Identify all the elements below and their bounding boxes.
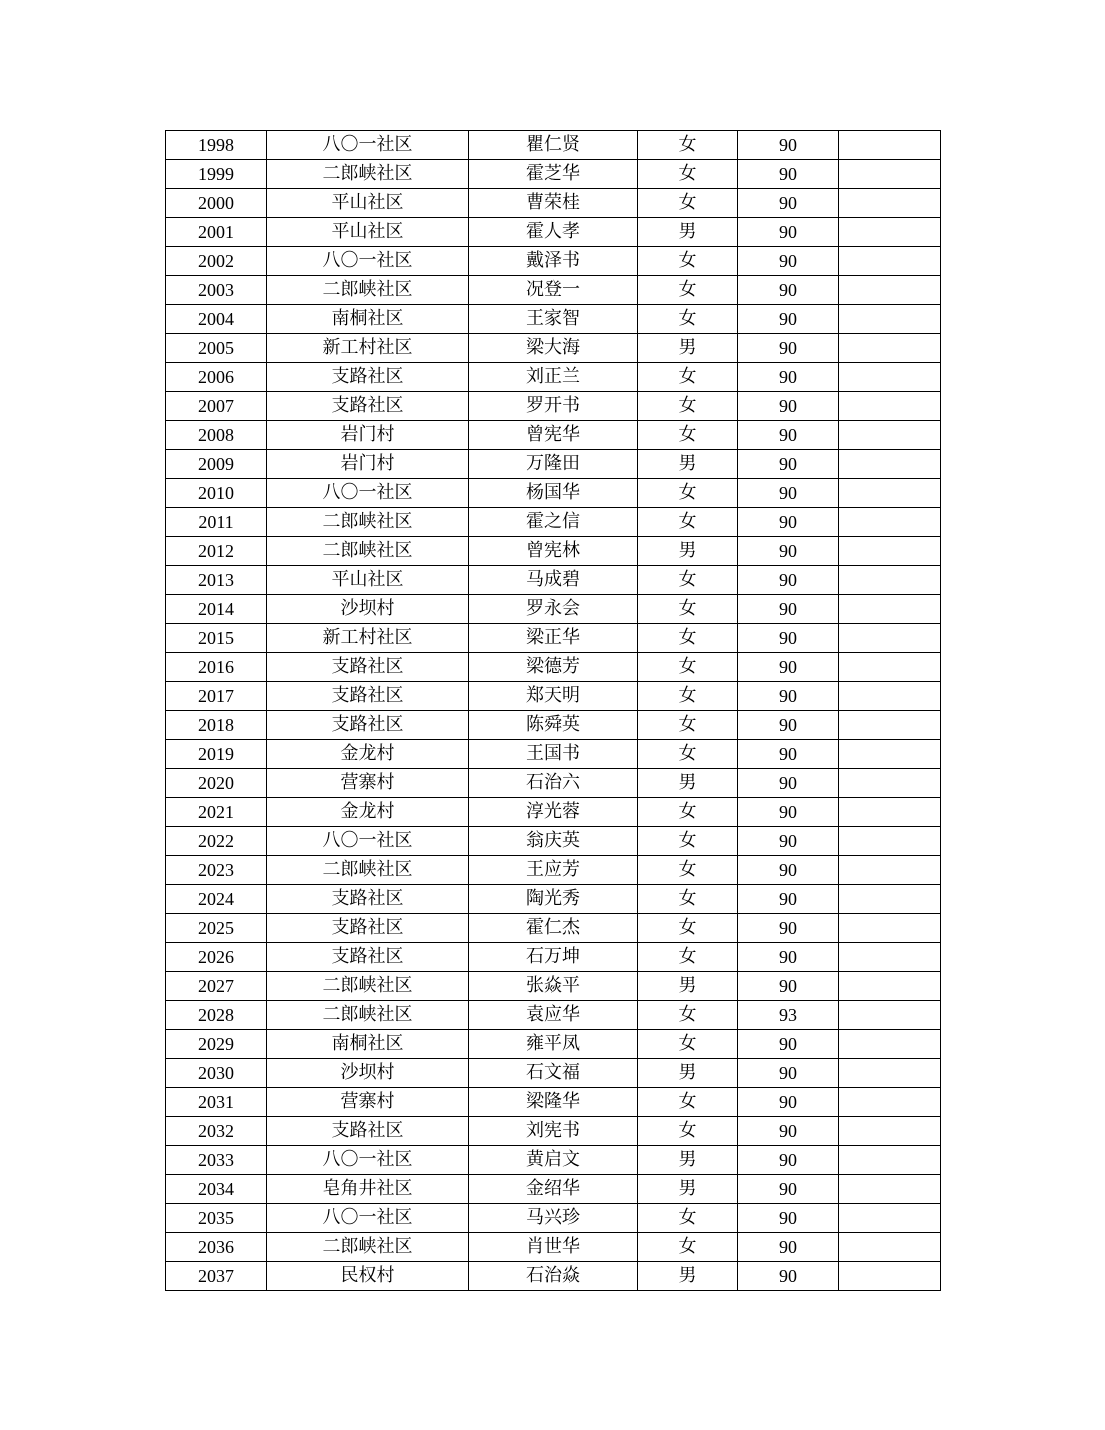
age-cell: 90 [738,1059,839,1088]
age-cell: 90 [738,914,839,943]
age-cell: 90 [738,1088,839,1117]
serial-number-cell: 2014 [166,595,267,624]
community-cell: 八〇一社区 [267,131,469,160]
table-row [166,1030,941,1059]
name-cell: 张焱平 [469,972,638,1001]
serial-number-cell: 2009 [166,450,267,479]
gender-cell: 女 [638,1204,738,1233]
age-cell: 90 [738,1204,839,1233]
table-row [166,479,941,508]
community-cell: 沙坝村 [267,595,469,624]
serial-number-cell: 2035 [166,1204,267,1233]
age-cell: 90 [738,972,839,1001]
remark-cell [839,740,941,769]
community-cell: 二郎峡社区 [267,1001,469,1030]
gender-cell: 女 [638,1030,738,1059]
table-row [166,1117,941,1146]
serial-number-cell: 2026 [166,943,267,972]
gender-cell: 女 [638,363,738,392]
table-row [166,189,941,218]
gender-cell: 女 [638,1117,738,1146]
serial-number-cell: 2030 [166,1059,267,1088]
age-cell: 90 [738,566,839,595]
gender-cell: 女 [638,421,738,450]
remark-cell [839,421,941,450]
age-cell: 90 [738,1146,839,1175]
remark-cell [839,1059,941,1088]
table-row [166,624,941,653]
table-row [166,218,941,247]
remark-cell [839,827,941,856]
table-row [166,1088,941,1117]
gender-cell: 女 [638,798,738,827]
table-row [166,682,941,711]
gender-cell: 女 [638,885,738,914]
remark-cell [839,1030,941,1059]
serial-number-cell: 2006 [166,363,267,392]
serial-number-cell: 2013 [166,566,267,595]
remark-cell [839,856,941,885]
name-cell: 梁隆华 [469,1088,638,1117]
gender-cell: 女 [638,1088,738,1117]
age-cell: 90 [738,653,839,682]
table-row [166,508,941,537]
serial-number-cell: 2021 [166,798,267,827]
remark-cell [839,1001,941,1030]
age-cell: 90 [738,1175,839,1204]
community-cell: 营寨村 [267,769,469,798]
community-cell: 支路社区 [267,682,469,711]
gender-cell: 男 [638,769,738,798]
name-cell: 马兴珍 [469,1204,638,1233]
name-cell: 梁德芳 [469,653,638,682]
community-cell: 岩门村 [267,421,469,450]
table-row [166,769,941,798]
community-cell: 南桐社区 [267,1030,469,1059]
community-cell: 支路社区 [267,1117,469,1146]
serial-number-cell: 1998 [166,131,267,160]
name-cell: 石文福 [469,1059,638,1088]
age-cell: 90 [738,363,839,392]
table-row [166,305,941,334]
serial-number-cell: 2003 [166,276,267,305]
table-row [166,885,941,914]
remark-cell [839,508,941,537]
name-cell: 霍芝华 [469,160,638,189]
remark-cell [839,479,941,508]
table-row [166,1233,941,1262]
name-cell: 翁庆英 [469,827,638,856]
name-cell: 瞿仁贤 [469,131,638,160]
community-cell: 八〇一社区 [267,247,469,276]
community-cell: 营寨村 [267,1088,469,1117]
serial-number-cell: 2001 [166,218,267,247]
serial-number-cell: 2036 [166,1233,267,1262]
serial-number-cell: 2008 [166,421,267,450]
age-cell: 90 [738,682,839,711]
remark-cell [839,595,941,624]
remark-cell [839,885,941,914]
community-cell: 金龙村 [267,798,469,827]
age-cell: 90 [738,508,839,537]
remark-cell [839,131,941,160]
gender-cell: 男 [638,1175,738,1204]
community-cell: 二郎峡社区 [267,508,469,537]
serial-number-cell: 2010 [166,479,267,508]
table-row [166,537,941,566]
table-row [166,566,941,595]
gender-cell: 女 [638,131,738,160]
remark-cell [839,218,941,247]
age-cell: 90 [738,334,839,363]
gender-cell: 女 [638,247,738,276]
remark-cell [839,798,941,827]
serial-number-cell: 2023 [166,856,267,885]
table-row [166,914,941,943]
age-cell: 90 [738,740,839,769]
name-cell: 霍人孝 [469,218,638,247]
community-cell: 二郎峡社区 [267,856,469,885]
table-row [166,363,941,392]
age-cell: 90 [738,1117,839,1146]
community-cell: 支路社区 [267,943,469,972]
name-cell: 袁应华 [469,1001,638,1030]
gender-cell: 女 [638,943,738,972]
name-cell: 王应芳 [469,856,638,885]
name-cell: 曹荣桂 [469,189,638,218]
name-cell: 金绍华 [469,1175,638,1204]
name-cell: 霍仁杰 [469,914,638,943]
remark-cell [839,1117,941,1146]
age-cell: 90 [738,160,839,189]
age-cell: 90 [738,276,839,305]
name-cell: 霍之信 [469,508,638,537]
remark-cell [839,247,941,276]
name-cell: 石治六 [469,769,638,798]
remark-cell [839,914,941,943]
name-cell: 王家智 [469,305,638,334]
name-cell: 陶光秀 [469,885,638,914]
serial-number-cell: 2005 [166,334,267,363]
name-cell: 陈舜英 [469,711,638,740]
roster-table [165,130,941,1291]
name-cell: 石治焱 [469,1262,638,1291]
gender-cell: 女 [638,682,738,711]
table-row [166,653,941,682]
remark-cell [839,334,941,363]
age-cell: 90 [738,595,839,624]
remark-cell [839,189,941,218]
table-row [166,392,941,421]
gender-cell: 女 [638,1233,738,1262]
table-row [166,1001,941,1030]
name-cell: 罗永会 [469,595,638,624]
age-cell: 90 [738,769,839,798]
community-cell: 平山社区 [267,218,469,247]
table-row [166,1059,941,1088]
name-cell: 郑天明 [469,682,638,711]
remark-cell [839,1175,941,1204]
name-cell: 刘正兰 [469,363,638,392]
table-row [166,131,941,160]
age-cell: 90 [738,885,839,914]
remark-cell [839,624,941,653]
gender-cell: 男 [638,972,738,1001]
community-cell: 南桐社区 [267,305,469,334]
remark-cell [839,537,941,566]
community-cell: 二郎峡社区 [267,537,469,566]
name-cell: 况登一 [469,276,638,305]
gender-cell: 男 [638,537,738,566]
community-cell: 支路社区 [267,392,469,421]
age-cell: 90 [738,537,839,566]
name-cell: 曾宪华 [469,421,638,450]
table-row [166,1146,941,1175]
community-cell: 二郎峡社区 [267,972,469,1001]
remark-cell [839,1146,941,1175]
table-row [166,160,941,189]
gender-cell: 女 [638,740,738,769]
gender-cell: 男 [638,1146,738,1175]
table-row [166,595,941,624]
gender-cell: 女 [638,392,738,421]
table-row [166,421,941,450]
name-cell: 马成碧 [469,566,638,595]
age-cell: 90 [738,247,839,276]
gender-cell: 男 [638,1059,738,1088]
gender-cell: 男 [638,450,738,479]
table-row [166,856,941,885]
gender-cell: 女 [638,305,738,334]
gender-cell: 男 [638,1262,738,1291]
age-cell: 90 [738,624,839,653]
community-cell: 皂角井社区 [267,1175,469,1204]
remark-cell [839,1233,941,1262]
community-cell: 二郎峡社区 [267,160,469,189]
remark-cell [839,943,941,972]
table-row [166,1204,941,1233]
community-cell: 沙坝村 [267,1059,469,1088]
serial-number-cell: 2025 [166,914,267,943]
serial-number-cell: 2012 [166,537,267,566]
gender-cell: 男 [638,334,738,363]
community-cell: 民权村 [267,1262,469,1291]
remark-cell [839,363,941,392]
name-cell: 曾宪林 [469,537,638,566]
serial-number-cell: 2011 [166,508,267,537]
age-cell: 90 [738,305,839,334]
table-row [166,334,941,363]
table-row [166,1262,941,1291]
table-row [166,798,941,827]
gender-cell: 女 [638,653,738,682]
table-row [166,276,941,305]
remark-cell [839,305,941,334]
age-cell: 90 [738,1262,839,1291]
remark-cell [839,566,941,595]
serial-number-cell: 2018 [166,711,267,740]
table-row [166,1175,941,1204]
remark-cell [839,276,941,305]
table-row [166,827,941,856]
community-cell: 支路社区 [267,711,469,740]
roster-table-body [166,131,941,1291]
table-row [166,247,941,276]
serial-number-cell: 2015 [166,624,267,653]
serial-number-cell: 1999 [166,160,267,189]
age-cell: 90 [738,827,839,856]
age-cell: 90 [738,189,839,218]
age-cell: 90 [738,131,839,160]
name-cell: 淳光蓉 [469,798,638,827]
serial-number-cell: 2000 [166,189,267,218]
community-cell: 支路社区 [267,363,469,392]
serial-number-cell: 2029 [166,1030,267,1059]
age-cell: 90 [738,218,839,247]
remark-cell [839,682,941,711]
serial-number-cell: 2007 [166,392,267,421]
serial-number-cell: 2022 [166,827,267,856]
age-cell: 90 [738,479,839,508]
table-row [166,711,941,740]
community-cell: 平山社区 [267,189,469,218]
name-cell: 黄启文 [469,1146,638,1175]
serial-number-cell: 2032 [166,1117,267,1146]
remark-cell [839,1262,941,1291]
gender-cell: 女 [638,566,738,595]
serial-number-cell: 2016 [166,653,267,682]
gender-cell: 女 [638,1001,738,1030]
age-cell: 90 [738,711,839,740]
serial-number-cell: 2033 [166,1146,267,1175]
remark-cell [839,972,941,1001]
remark-cell [839,769,941,798]
name-cell: 戴泽书 [469,247,638,276]
serial-number-cell: 2024 [166,885,267,914]
serial-number-cell: 2020 [166,769,267,798]
table-row [166,943,941,972]
gender-cell: 女 [638,479,738,508]
name-cell: 王国书 [469,740,638,769]
remark-cell [839,711,941,740]
name-cell: 雍平凤 [469,1030,638,1059]
community-cell: 岩门村 [267,450,469,479]
community-cell: 八〇一社区 [267,827,469,856]
serial-number-cell: 2027 [166,972,267,1001]
serial-number-cell: 2037 [166,1262,267,1291]
community-cell: 支路社区 [267,653,469,682]
gender-cell: 女 [638,160,738,189]
gender-cell: 女 [638,827,738,856]
gender-cell: 女 [638,624,738,653]
remark-cell [839,1088,941,1117]
name-cell: 石万坤 [469,943,638,972]
age-cell: 90 [738,1233,839,1262]
age-cell: 93 [738,1001,839,1030]
serial-number-cell: 2004 [166,305,267,334]
name-cell: 杨国华 [469,479,638,508]
community-cell: 二郎峡社区 [267,276,469,305]
remark-cell [839,1204,941,1233]
remark-cell [839,450,941,479]
community-cell: 新工村社区 [267,334,469,363]
community-cell: 平山社区 [267,566,469,595]
table-row [166,740,941,769]
serial-number-cell: 2031 [166,1088,267,1117]
gender-cell: 男 [638,218,738,247]
gender-cell: 女 [638,595,738,624]
gender-cell: 女 [638,189,738,218]
remark-cell [839,160,941,189]
age-cell: 90 [738,856,839,885]
community-cell: 新工村社区 [267,624,469,653]
age-cell: 90 [738,1030,839,1059]
name-cell: 罗开书 [469,392,638,421]
age-cell: 90 [738,450,839,479]
table-row [166,972,941,1001]
name-cell: 梁正华 [469,624,638,653]
age-cell: 90 [738,421,839,450]
name-cell: 刘宪书 [469,1117,638,1146]
name-cell: 万隆田 [469,450,638,479]
remark-cell [839,653,941,682]
age-cell: 90 [738,392,839,421]
serial-number-cell: 2017 [166,682,267,711]
gender-cell: 女 [638,856,738,885]
gender-cell: 女 [638,914,738,943]
name-cell: 梁大海 [469,334,638,363]
gender-cell: 女 [638,711,738,740]
gender-cell: 女 [638,508,738,537]
table-row [166,450,941,479]
community-cell: 八〇一社区 [267,479,469,508]
remark-cell [839,392,941,421]
community-cell: 八〇一社区 [267,1204,469,1233]
community-cell: 金龙村 [267,740,469,769]
community-cell: 支路社区 [267,885,469,914]
community-cell: 支路社区 [267,914,469,943]
community-cell: 二郎峡社区 [267,1233,469,1262]
age-cell: 90 [738,943,839,972]
serial-number-cell: 2028 [166,1001,267,1030]
serial-number-cell: 2019 [166,740,267,769]
community-cell: 八〇一社区 [267,1146,469,1175]
age-cell: 90 [738,798,839,827]
gender-cell: 女 [638,276,738,305]
name-cell: 肖世华 [469,1233,638,1262]
serial-number-cell: 2034 [166,1175,267,1204]
serial-number-cell: 2002 [166,247,267,276]
